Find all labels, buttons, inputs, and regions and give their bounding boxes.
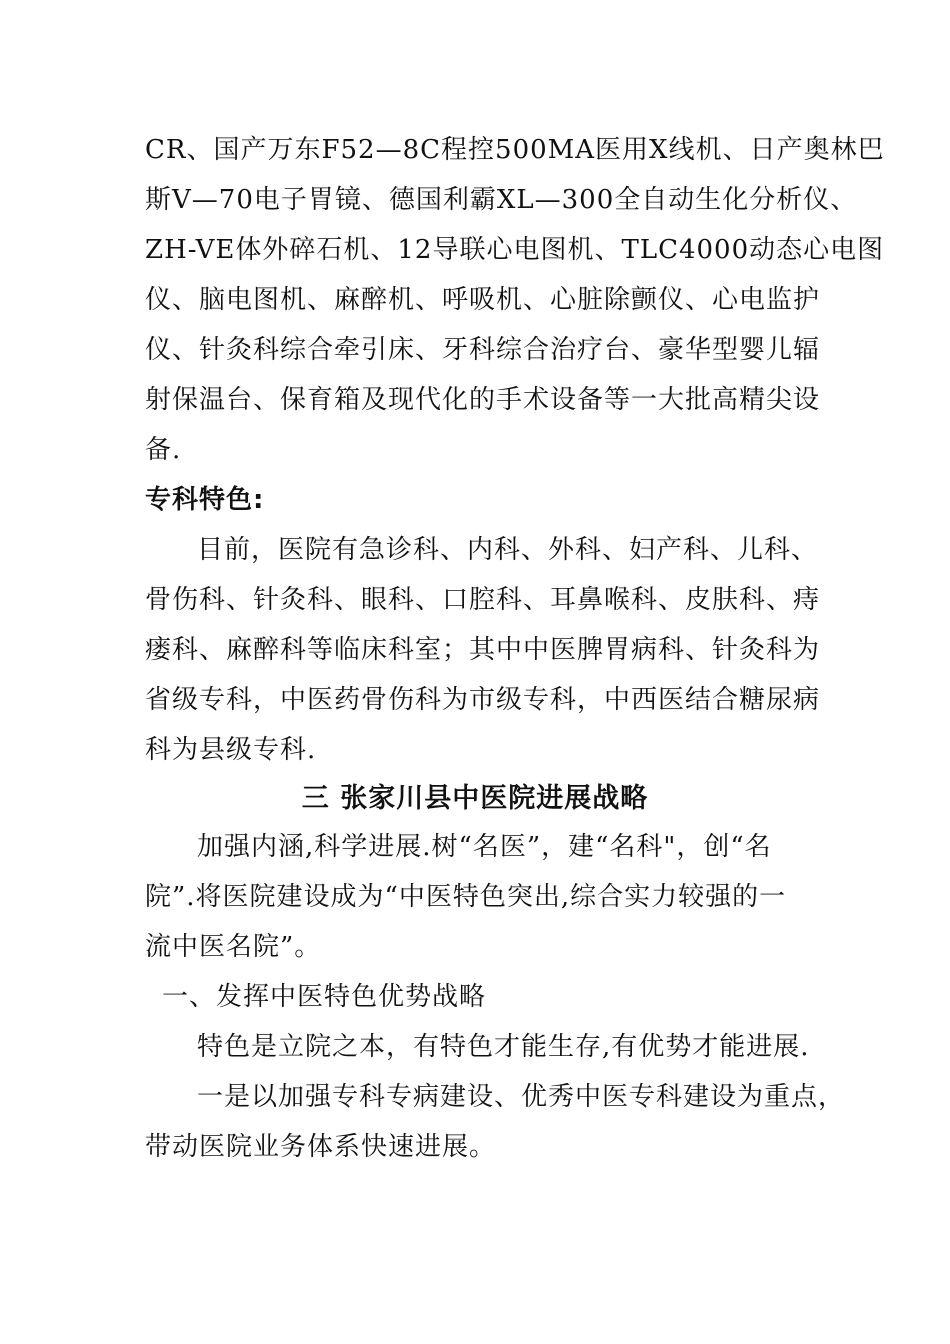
strategy-intro-line-1: 加强内涵,科学进展.树“名医”，建“名科"，创“名 bbox=[197, 832, 772, 862]
specialty-line-3: 瘘科、麻醉科等临床科室；其中中医脾胃病科、针灸科为 bbox=[145, 635, 821, 665]
strategy-intro-line-3: 流中医名院”。 bbox=[145, 932, 322, 962]
specialty-line-4: 省级专科，中医药骨伤科为市级专科，中西医结合糖尿病 bbox=[145, 685, 821, 715]
strategy-body-line-2: 一是以加强专科专病建设、优秀中医专科建设为重点， bbox=[197, 1082, 846, 1112]
equipment-line-7: 备. bbox=[145, 435, 182, 465]
specialty-heading: 专科特色: bbox=[145, 485, 265, 515]
equipment-line-2: 斯V—70电子胃镜、德国利霸XL—300全自动生化分析仪、 bbox=[145, 185, 858, 215]
equipment-line-4: 仪、脑电图机、麻醉机、呼吸机、心脏除颤仪、心电监护 bbox=[145, 285, 821, 315]
strategy-subheading: 一、发挥中医特色优势战略 bbox=[162, 982, 487, 1012]
specialty-line-5: 科为县级专科. bbox=[145, 735, 317, 765]
strategy-body-line-3: 带动医院业务体系快速进展。 bbox=[145, 1132, 497, 1162]
specialty-line-2: 骨伤科、针灸科、眼科、口腔科、耳鼻喉科、皮肤科、痔 bbox=[145, 585, 821, 615]
equipment-line-1: CR、国产万东F52—8C程控500MA医用X线机、日产奥林巴 bbox=[145, 135, 885, 165]
specialty-line-1: 目前，医院有急诊科、内科、外科、妇产科、儿科、 bbox=[197, 535, 819, 565]
equipment-line-5: 仪、针灸科综合牵引床、牙科综合治疗台、豪华型婴儿辐 bbox=[145, 335, 821, 365]
equipment-line-3: ZH-VE体外碎石机、12导联心电图机、TLC4000动态心电图 bbox=[145, 235, 885, 265]
strategy-body-line-1: 特色是立院之本，有特色才能生存,有优势才能进展. bbox=[197, 1032, 810, 1062]
section-three-heading: 三 张家川县中医院进展战略 bbox=[301, 783, 649, 814]
equipment-line-6: 射保温台、保育箱及现代化的手术设备等一大批高精尖设 bbox=[145, 385, 821, 415]
strategy-intro-line-2: 院”.将医院建设成为“中医特色突出,综合实力较强的一 bbox=[145, 882, 787, 912]
